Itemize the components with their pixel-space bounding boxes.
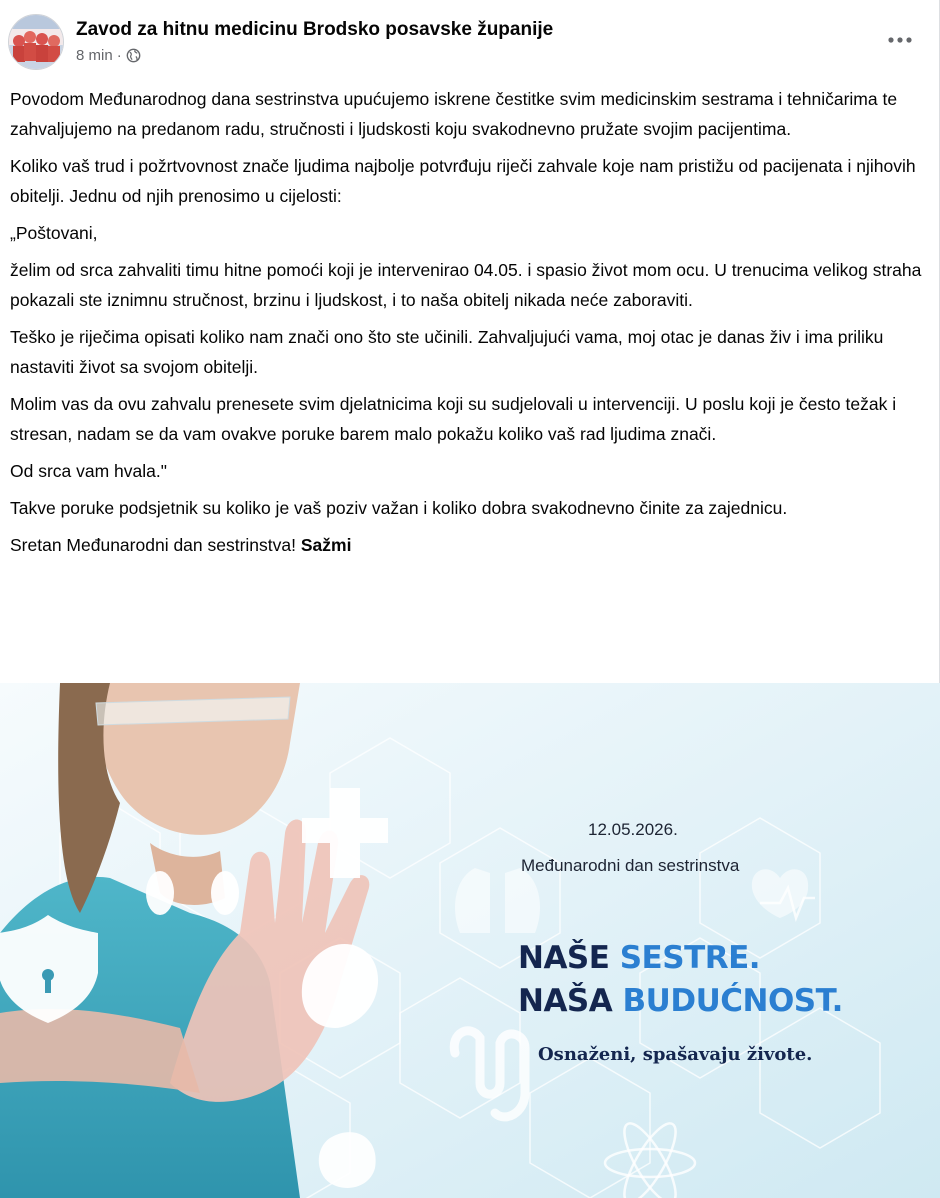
post-paragraph: „Poštovani, bbox=[10, 223, 98, 243]
post-paragraph: želim od srca zahvaliti timu hitne pomoći koji je intervenirao 04.05. i spasio život mom ocu. U trenucima velikog straha pokazali ste iznimnu stručnost, brzinu i ljudskost, i to naša obitelj nikada neće zaboraviti. bbox=[10, 260, 922, 310]
image-date: 12.05.2026. bbox=[588, 820, 678, 839]
page-name[interactable]: Zavod za hitnu medicinu Brodsko posavske županije bbox=[76, 19, 554, 40]
post-paragraph: Od srca vam hvala." bbox=[10, 461, 167, 481]
headline-1-part-a: NAŠE bbox=[518, 940, 620, 976]
image-subtitle: Međunarodni dan sestrinstva bbox=[521, 856, 740, 875]
page-avatar[interactable] bbox=[8, 14, 64, 70]
headline-1-part-b: SESTRE. bbox=[619, 940, 761, 976]
post-image[interactable] bbox=[0, 683, 940, 1198]
headline-2-part-a: NAŠA bbox=[518, 983, 623, 1019]
post-message bbox=[10, 84, 925, 567]
post-paragraph: Povodom Međunarodnog dana sestrinstva upućujemo iskrene čestitke svim medicinskim sestrama i tehničarima te zahvaljujemo na predanom radu, stručnosti i ljudskosti koju svakodnevno pružate svojim pacijentima. bbox=[10, 89, 898, 139]
image-headline-line-1 bbox=[518, 940, 760, 976]
post-header bbox=[0, 0, 940, 78]
post-meta bbox=[76, 47, 141, 64]
nurse-illustration bbox=[0, 683, 940, 1198]
see-less-button[interactable]: Sažmi bbox=[300, 535, 352, 555]
more-horizontal-icon bbox=[887, 36, 913, 44]
closing-line: Sretan Međunarodni dan sestrinstva! bbox=[10, 535, 296, 555]
post-time[interactable]: 8 min bbox=[76, 47, 113, 64]
post-paragraph: Molim vas da ovu zahvalu prenesete svim djelatnicima koji su sudjelovali u intervenciji. U poslu koji je često težak i stresan, nadam se da vam ovakve poruke barem malo pokažu koliko vaš rad ljudima znači. bbox=[10, 394, 897, 444]
post-paragraph: Teško je riječima opisati koliko nam znači ono što ste učinili. Zahvaljujući vama, moj otac je danas živ i ima priliku nastaviti život sa svojom obitelji. bbox=[10, 327, 884, 377]
meta-separator: · bbox=[116, 47, 122, 64]
post-paragraph-last bbox=[10, 530, 925, 560]
globe-icon[interactable] bbox=[126, 48, 141, 63]
post-paragraph: Koliko vaš trud i požrtvovnost znače ljudima najbolje potvrđuju riječi zahvale koje nam pristižu od pacijenata i njihovih obitelji. Jednu od njih prenosimo u cijelosti: bbox=[10, 156, 916, 206]
headline-2-part-b: BUDUĆNOST. bbox=[622, 983, 843, 1019]
more-options-button[interactable] bbox=[882, 26, 918, 54]
post-paragraph: Takve poruke podsjetnik su koliko je vaš poziv važan i koliko dobra svakodnevno činite za zajednicu. bbox=[10, 498, 788, 518]
avatar-image bbox=[9, 15, 64, 70]
image-headline-line-2 bbox=[518, 983, 843, 1019]
image-tagline: Osnaženi, spašavaju živote. bbox=[538, 1044, 813, 1065]
